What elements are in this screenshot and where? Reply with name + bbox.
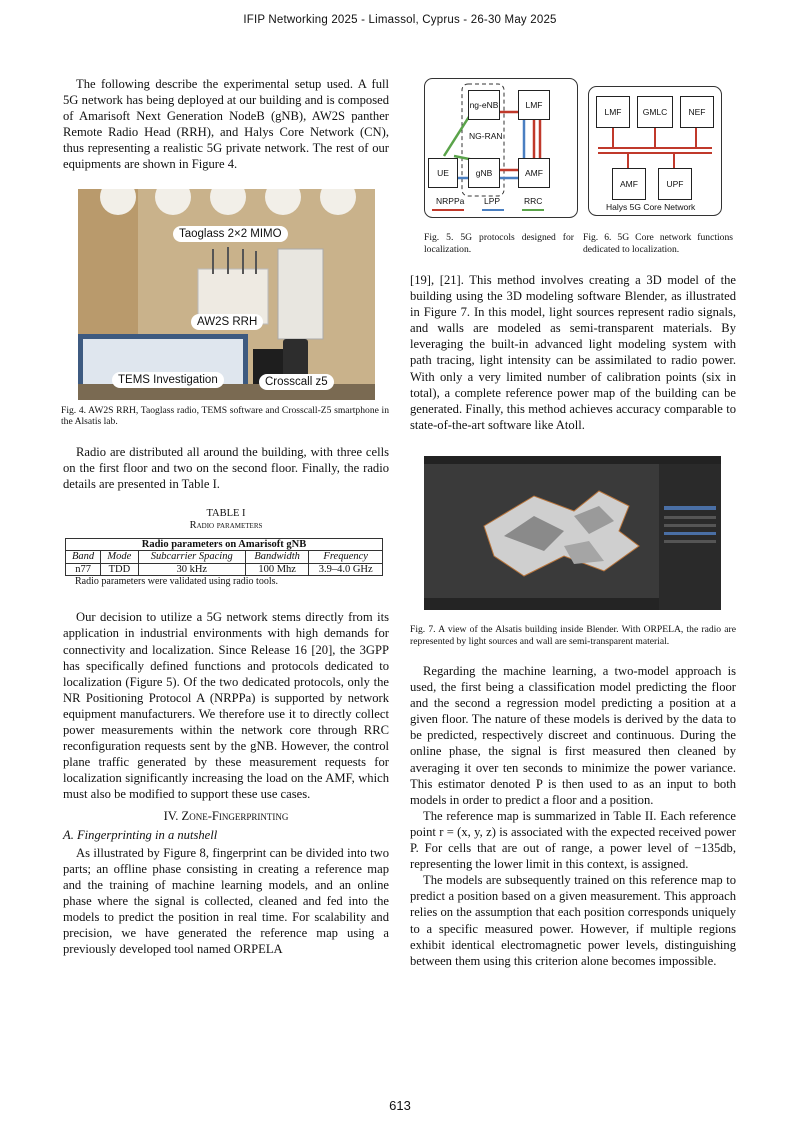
table-cell: 30 kHz xyxy=(138,563,245,576)
table-column-header: Subcarrier Spacing xyxy=(138,551,245,564)
paragraph: The following describe the experimental setup used. A full 5G network has being deployed at our building and is composed of Amarisoft Next Generation NodeB (gNB), AW2S panther Remote Radio Head (RRH), and Halys Core Network (CN), thus representing a realistic 5G private network. The rest of our equipments are shown in Figure 4. xyxy=(63,77,389,172)
box-upf: UPF xyxy=(658,168,692,200)
table-column-header: Frequency xyxy=(309,551,383,564)
label-ng-ran: NG-RAN xyxy=(469,131,503,141)
paragraph: The reference map is summarized in Table II. Each reference point r = (x, y, z) is associated with the expected received power P. For cells that are out of range, a power level of −135db, representing the lower limit in this context, is assigned. xyxy=(410,808,736,872)
label-aw2s-rrh: AW2S RRH xyxy=(191,314,263,330)
figure-6-diagram xyxy=(588,86,722,216)
right-column xyxy=(410,272,736,433)
page-number: 613 xyxy=(389,1098,411,1113)
box-amf: AMF xyxy=(518,158,550,188)
box-ue: UE xyxy=(428,158,458,188)
right-column-lower xyxy=(410,624,736,969)
table-header: Radio parameters on Amarisoft gNB xyxy=(66,538,383,551)
core-network-label: Halys 5G Core Network xyxy=(606,202,696,212)
paragraph: Our decision to utilize a 5G network stems directly from its application in industrial environments with high demands for connectivity and localization. Since Release 16 [20], the 3GPP has specifically defined functions and protocols dedicated to localization (Figure 5). Of the two dedicated protocols, only the NR Positioning Protocol A (NRPPa) is supported by network equipment manufacturers. We therefore use it to directly collect power measurements within the network core through RRC reconfiguration requests sent by the gNB. However, the control plane traffic generated by these measurement requests for localization significantly increasing the load on the AMF, which must also be modified to support these use cases. xyxy=(63,610,389,802)
legend-lpp: LPP xyxy=(484,196,501,206)
label-taoglass: Taoglass 2×2 MIMO xyxy=(173,226,288,242)
paragraph: As illustrated by Figure 8, fingerprint can be divided into two parts; an offline phase consisting in creating a reference map and the training of machine learning models, and an online phase where the signal is collected, cleaned and fed into the models to predict the position in real time. For scalability and precision, we have generated the reference map using a previously developed tool named ORPELA xyxy=(63,845,389,957)
paragraph: The models are subsequently trained on this reference map to predict a position based on a given measurement. This approach relies on the assumption that each position corresponds uniquely to a specific measured power. However, if multiple regions exhibit identical electromagnetic power levels, distinguishing between them using this criterion alone becomes impossible. xyxy=(410,873,736,968)
box-lmf: LMF xyxy=(596,96,630,128)
legend-rrc: RRC xyxy=(524,196,543,206)
figure-7-caption: Fig. 7. A view of the Alsatis building inside Blender. With ORPELA, the radio are represented by light sources and wall are semi-transparent material. xyxy=(410,624,736,647)
paragraph: [19], [21]. This method involves creating a 3D model of the building using the 3D modeling software Blender, as illustrated in Figure 7. In this model, light sources represent radio signals, and walls are modeled as semi-transparent materials. By leveraging the built-in advanced light modeling system with path tracing, light intensity can be assimilated to radio power. With only a very limited number of calibration points (six in total), a complete reference power map of the building can be generated. Finally, this method achieves accuracy comparable to state-of-the-art software like Atoll. xyxy=(410,273,736,432)
legend-nrppa: NRPPa xyxy=(436,196,465,206)
box-gnb: gNB xyxy=(468,158,500,188)
figure-4-caption: Fig. 4. AW2S RRH, Taoglass radio, TEMS software and Crosscall-Z5 smartphone in the Alsatis lab. xyxy=(61,404,389,428)
figure-7-blender-screenshot xyxy=(424,456,721,610)
box-nef: NEF xyxy=(680,96,714,128)
figure-6-caption: Fig. 6. 5G Core network functions dedicated to localization. xyxy=(583,232,733,255)
page-header: IFIP Networking 2025 - Limassol, Cyprus - 26-30 May 2025 xyxy=(243,14,557,26)
table-column-header: Mode xyxy=(101,551,138,564)
paragraph: Regarding the machine learning, a two-model approach is used, the first being a classification model predicting the floor and the second a regression model predicting a position at a given floor. The nature of these models is derived by the data to be predicted, respectively discreet and continuous. During the online phase, the signal is first measured then cleaned by averaging it over ten seconds to minimize the power variance. This estimator denoted P is then used to as an input to both models in order to predict a floor and a position. xyxy=(410,664,736,807)
figure-5-caption: Fig. 5. 5G protocols designed for localization. xyxy=(424,232,574,255)
section-heading: IV. Zone-Fingerprinting xyxy=(163,809,289,824)
paragraph: Radio are distributed all around the building, with three cells on the first floor and two on the second floor. Finally, the radio details are presented in Table I. xyxy=(63,444,389,491)
blender-view-illustration xyxy=(424,456,721,610)
table-note: Radio parameters were validated using radio tools. xyxy=(75,576,278,588)
box-gmlc: GMLC xyxy=(637,96,673,128)
label-crosscall: Crosscall z5 xyxy=(259,374,334,390)
figure-4-photo xyxy=(78,189,375,400)
table-column-header: Bandwidth xyxy=(245,551,308,564)
table-cell: 3.9–4.0 GHz xyxy=(309,563,383,576)
table-cell: n77 xyxy=(66,563,101,576)
box-amf: AMF xyxy=(612,168,646,200)
table-column-header: Band xyxy=(66,551,101,564)
table-cell: 100 Mhz xyxy=(245,563,308,576)
figure-5-diagram xyxy=(424,78,578,218)
box-ng-enb: ng-eNB xyxy=(468,90,500,120)
table-1-subtitle: Radio parameters xyxy=(189,519,263,531)
subsection-heading: A. Fingerprinting in a nutshell xyxy=(63,827,218,842)
table-cell: TDD xyxy=(101,563,138,576)
radio-parameters-table xyxy=(65,538,383,577)
label-tems: TEMS Investigation xyxy=(112,372,224,388)
lab-photo-illustration xyxy=(78,189,375,400)
box-lmf: LMF xyxy=(518,90,550,120)
table-1-title: TABLE I xyxy=(206,507,246,519)
